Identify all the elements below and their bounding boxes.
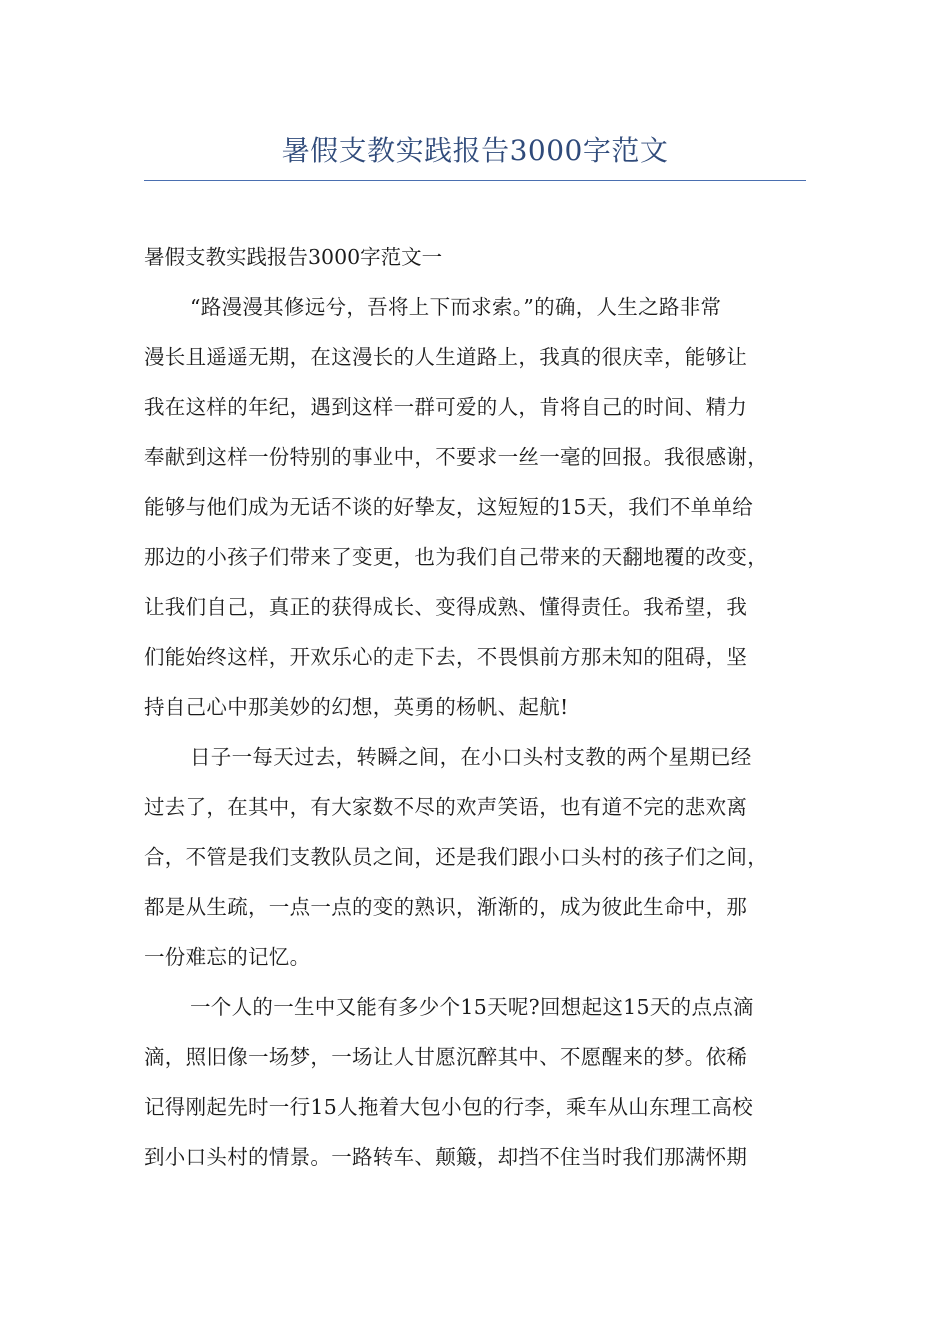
paragraph-line: 让我们自己，真正的获得成长、变得成熟、懂得责任。我希望，我: [144, 595, 748, 619]
paragraph-line: 一个人的一生中又能有多少个15天呢?回想起这15天的点点滴: [190, 995, 754, 1019]
paragraph-line: 我在这样的年纪，遇到这样一群可爱的人，肯将自己的时间、精力: [144, 395, 748, 419]
paragraph-3: [144, 982, 806, 1182]
paragraph-line: 到小口头村的情景。一路转车、颠簸，却挡不住当时我们那满怀期: [144, 1145, 748, 1169]
paragraph-line: 漫长且遥遥无期，在这漫长的人生道路上，我真的很庆幸，能够让: [144, 345, 748, 369]
paragraph-line: 们能始终这样，开欢乐心的走下去，不畏惧前方那未知的阻碍，坚: [144, 645, 748, 669]
paragraph-line: 过去了，在其中，有大家数不尽的欢声笑语，也有道不完的悲欢离: [144, 795, 748, 819]
paragraph-1: [144, 282, 806, 732]
paragraph-line: 合，不管是我们支教队员之间，还是我们跟小口头村的孩子们之间，: [144, 845, 768, 869]
paragraph-line: 持自己心中那美妙的幻想，英勇的杨帆、起航!: [144, 695, 569, 719]
paragraph-line: 一份难忘的记忆。: [144, 945, 311, 969]
title-underline: [144, 180, 806, 181]
paragraph-line: 日子一每天过去，转瞬之间，在小口头村支教的两个星期已经: [190, 745, 752, 769]
section-heading: 暑假支教实践报告3000字范文一: [144, 245, 443, 269]
paragraph-line: 都是从生疏，一点一点的变的熟识，渐渐的，成为彼此生命中，那: [144, 895, 748, 919]
paragraph-line: 记得刚起先时一行15人拖着大包小包的行李，乘车从山东理工高校: [144, 1095, 754, 1119]
paragraph-line: 能够与他们成为无话不谈的好挚友，这短短的15天，我们不单单给: [144, 495, 754, 519]
paragraph-2: [144, 732, 806, 982]
document-title: 暑假支教实践报告3000字范文: [281, 134, 669, 167]
paragraph-line: 滴，照旧像一场梦，一场让人甘愿沉醉其中、不愿醒来的梦。依稀: [144, 1045, 748, 1069]
document-body: [144, 232, 806, 1182]
paragraph-line: 奉献到这样一份特别的事业中，不要求一丝一毫的回报。我很感谢，: [144, 445, 768, 469]
paragraph-line: 那边的小孩子们带来了变更，也为我们自己带来的天翻地覆的改变，: [144, 545, 768, 569]
paragraph-line: “路漫漫其修远兮，吾将上下而求索。”的确，人生之路非常: [190, 295, 722, 319]
